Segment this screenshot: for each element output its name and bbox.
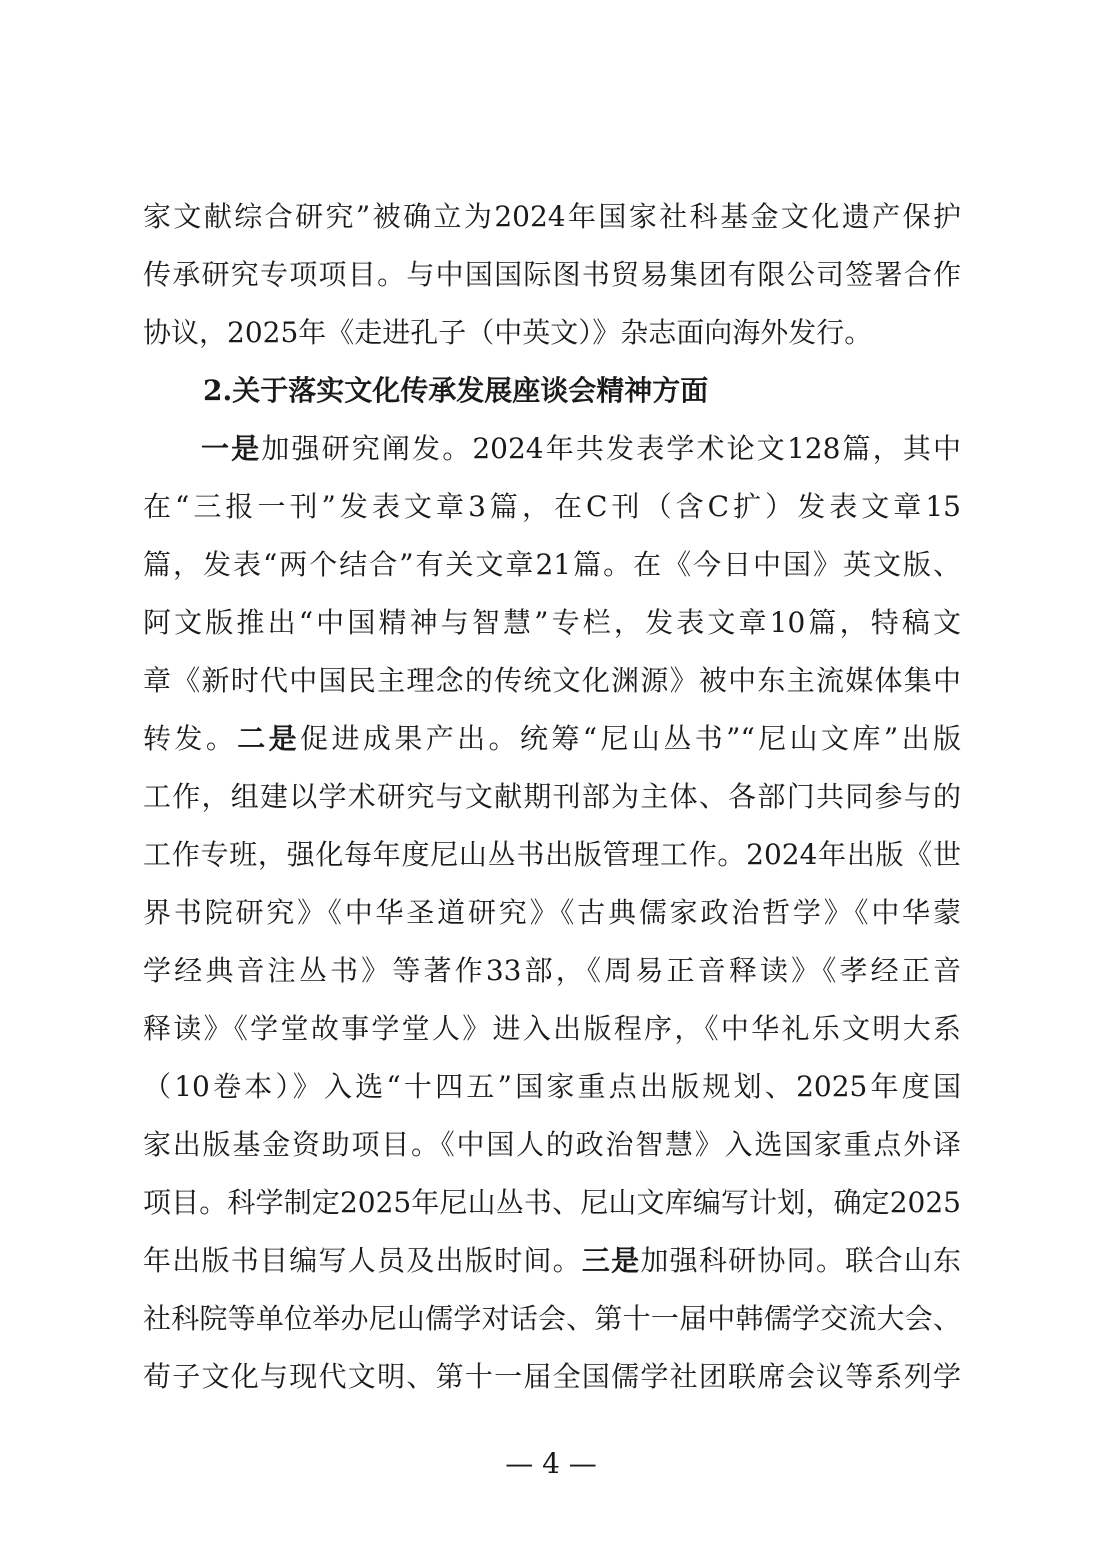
text-span: 加强研究阐发。2024年共发表学术论文128篇，其中 bbox=[261, 432, 961, 465]
text-line bbox=[143, 420, 961, 478]
text-line: 在“三报一刊”发表文章3篇，在C刊（含C扩）发表文章15 bbox=[143, 490, 961, 523]
keyword-third: 三是 bbox=[581, 1244, 641, 1277]
keyword-first: 一是 bbox=[201, 432, 262, 465]
text-line: 章《新时代中国民主理念的传统文化渊源》被中东主流媒体集中 bbox=[143, 664, 961, 697]
text-line bbox=[143, 710, 961, 768]
text-line: 界书院研究》《中华圣道研究》《古典儒家政治哲学》《中华蒙 bbox=[143, 896, 961, 929]
text-span: 年出版书目编写人员及出版时间。 bbox=[143, 1244, 582, 1277]
text-line: 项目。科学制定2025年尼山丛书、尼山文库编写计划，确定2025 bbox=[143, 1186, 961, 1219]
section-heading: 2.关于落实文化传承发展座谈会精神方面 bbox=[203, 374, 709, 407]
text-line: （10卷本）》入选“十四五”国家重点出版规划、2025年度国 bbox=[143, 1070, 961, 1103]
text-line: 篇，发表“两个结合”有关文章21篇。在《今日中国》英文版、 bbox=[143, 548, 961, 581]
text-span: 促进成果产出。统筹“尼山丛书”“尼山文库”出版 bbox=[300, 722, 961, 755]
text-line: 阿文版推出“中国精神与智慧”专栏，发表文章10篇，特稿文 bbox=[143, 606, 961, 639]
text-line: 协议，2025年《走进孔子（中英文）》杂志面向海外发行。 bbox=[143, 316, 873, 349]
text-line: 荀子文化与现代文明、第十一届全国儒学社团联席会议等系列学 bbox=[143, 1360, 961, 1393]
text-span: 加强科研协同。联合山东 bbox=[640, 1244, 961, 1277]
keyword-second: 二是 bbox=[237, 722, 301, 755]
text-line: 家文献综合研究”被确立为2024年国家社科基金文化遗产保护 bbox=[143, 200, 961, 233]
text-line: 学经典音注丛书》等著作33部，《周易正音释读》《孝经正音 bbox=[143, 954, 961, 987]
body-text bbox=[143, 188, 961, 1406]
text-line bbox=[143, 1232, 961, 1290]
text-line: 工作专班，强化每年度尼山丛书出版管理工作。2024年出版《世 bbox=[143, 838, 961, 871]
text-line: 工作，组建以学术研究与文献期刊部为主体、各部门共同参与的 bbox=[143, 780, 961, 813]
text-line: 社科院等单位举办尼山儒学对话会、第十一届中韩儒学交流大会、 bbox=[143, 1302, 961, 1335]
text-line: 传承研究专项项目。与中国国际图书贸易集团有限公司签署合作 bbox=[143, 258, 961, 291]
text-span: 转发。 bbox=[143, 722, 238, 755]
text-line: 家出版基金资助项目。《中国人的政治智慧》入选国家重点外译 bbox=[143, 1128, 961, 1161]
page-number: — 4 — bbox=[505, 1447, 597, 1480]
text-line: 释读》《学堂故事学堂人》进入出版程序，《中华礼乐文明大系 bbox=[143, 1012, 961, 1045]
